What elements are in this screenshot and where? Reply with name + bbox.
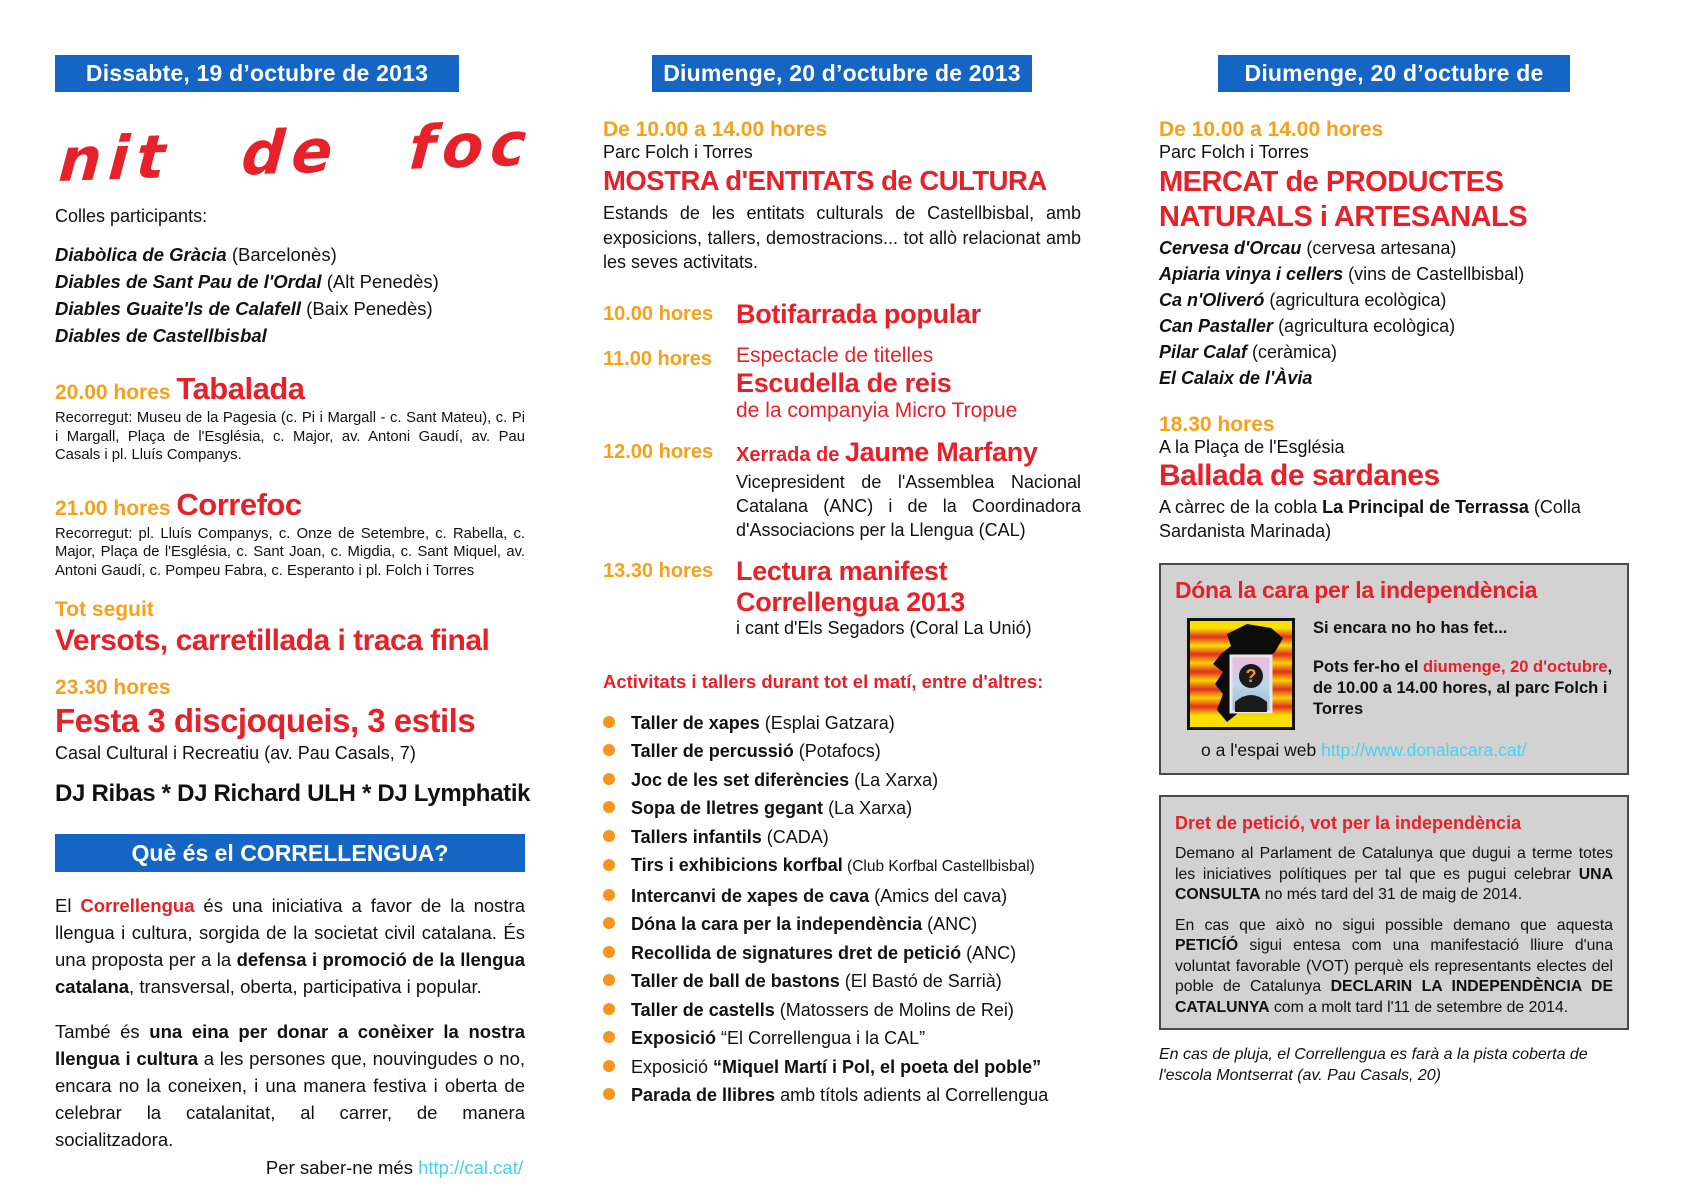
correfoc-heading	[55, 487, 525, 523]
speaker-name: Jaume Marfany	[844, 436, 1038, 467]
activities-title: Activitats i tallers durant tot el matí, entre d'altres:	[603, 670, 1044, 692]
schedule-time: 13.30 hores	[603, 559, 714, 582]
bullet-icon	[603, 1088, 615, 1100]
event-title: Escudella de reis	[736, 367, 952, 398]
vendor-item: Cervesa d'Orcau (cervesa artesana)	[1159, 238, 1457, 258]
schedule-time: 10.00 hores	[603, 302, 714, 325]
activities-list	[603, 709, 1081, 1110]
correllengua-paragraph-1: El Correllengua és una iniciativa a favor de la nostra llengua i cultura, sorgida de la societat civil catalana. És una proposta per a la defensa i promoció de la llengua catalana, transversal, oberta, participativa i popular.	[55, 895, 525, 997]
event-title	[736, 437, 1081, 468]
peticio-paragraph-2: En cas que això no sigui possible demano que aquesta PETICÍÓ sigui entesa com una manifestació lliure d'una voluntat favorable (VOT) perquè els representants electes del poble de Catalunya DECLARIN LA INDEPENDÈNCIA DE CATALUNYA com a molt tard l'11 de setembre de 2014.	[1175, 916, 1613, 1016]
dret-de-peticio-box	[1159, 795, 1629, 1030]
colla-item: Diables Guaite'ls de Calafell (Baix Penedès)	[55, 298, 433, 319]
activity-item	[603, 939, 1081, 968]
dret-de-peticio-title: Dret de petició, vot per la independència	[1175, 813, 1522, 833]
tabalada-heading	[55, 371, 525, 407]
activity-item	[603, 1053, 1081, 1082]
bullet-icon	[603, 716, 615, 728]
schedule-event	[736, 437, 1081, 556]
bullet-icon	[603, 974, 615, 986]
versots-title: Versots, carretillada i traca final	[55, 624, 490, 657]
bullet-icon	[603, 1031, 615, 1043]
schedule	[603, 299, 1081, 653]
activity-item	[603, 910, 1081, 939]
schedule-event	[736, 344, 1081, 437]
activity-text: Intercanvi de xapes de cava (Amics del cava)	[631, 885, 1008, 906]
xerrada-prefix: Xerrada de	[736, 443, 845, 466]
dj-lineup: DJ Ribas * DJ Richard ULH * DJ Lymphatik	[55, 780, 531, 807]
activity-item	[603, 996, 1081, 1025]
date-header-diumenge-2: Diumenge, 20 d’octubre de 2013	[1218, 55, 1570, 92]
colla-item: Diables de Sant Pau de l'Ordal (Alt Penedès)	[55, 271, 439, 292]
event-line: Espectacle de titelles	[736, 343, 934, 367]
mercat-hours: De 10.00 a 14.00 hores	[1159, 118, 1384, 141]
festa-title: Festa 3 discjoqueis, 3 estils	[55, 702, 476, 739]
mostra-title: MOSTRA d'ENTITATS de CULTURA	[603, 165, 1047, 196]
activity-text: Taller de percussió (Potafocs)	[631, 741, 881, 761]
schedule-time: 11.00 hores	[603, 347, 712, 370]
que-es-correllengua-header: Què és el CORRELLENGUA?	[55, 834, 525, 872]
date-header-dissabte: Dissabte, 19 d’octubre de 2013	[55, 55, 459, 92]
peticio-paragraph-1: Demano al Parlament de Catalunya que dugui a terme totes les iniciatives polítiques per tal que es pugui celebrar UNA CONSULTA no més tard del 31 de maig de 2014.	[1175, 845, 1613, 903]
nit-de-foc-logo: nit de foc	[56, 109, 536, 197]
event-subtitle: i cant d'Els Segadors (Coral La Unió)	[736, 617, 1032, 638]
activity-item	[603, 882, 1081, 911]
bullet-icon	[603, 917, 615, 929]
catalonia-flag-image	[1187, 618, 1295, 730]
column-diumenge-cultura	[603, 55, 1081, 1191]
activity-text: Dóna la cara per la independència (ANC)	[631, 914, 978, 934]
vendor-item: Apiaria vinya i cellers (vins de Castellbisbal)	[1159, 264, 1525, 284]
activity-text: Joc de les set diferències (La Xarxa)	[631, 769, 939, 790]
correllengua-paragraph-2: També és una eina per donar a conèixer la nostra llengua i cultura a les persones que, nouvingudes o no, encara no la coneixen, i una manera festiva i oberta de celebrar la catalanitat, al carrer, de manera socialitzadora.	[55, 1021, 525, 1150]
column-diumenge-mercat	[1159, 55, 1629, 1191]
bullet-icon	[603, 830, 615, 842]
speaker-description: Vicepresident de l'Assemblea Nacional Catalana (ANC) i de la Coordinadora d'Associacions per la Llengua (CAL)	[736, 471, 1081, 540]
tot-seguit-label: Tot seguit	[55, 598, 154, 621]
activity-item	[603, 1081, 1081, 1110]
mercat-title-line1: MERCAT de PRODUCTES	[1159, 166, 1504, 198]
dona-line-1: Si encara no ho has fet...	[1313, 619, 1508, 637]
mostra-hours: De 10.00 a 14.00 hores	[603, 118, 828, 141]
event-title: Correllengua 2013	[736, 586, 966, 617]
colles-list	[55, 241, 525, 349]
vendor-item: Can Pastaller (agricultura ecològica)	[1159, 316, 1456, 336]
dona-la-cara-title: Dóna la cara per la independència	[1175, 577, 1538, 603]
tabalada-route: Recorregut: Museu de la Pagesia (c. Pi i Margall - c. Sant Mateu), c. Pi i Margall, Plaça de l'Església, c. Major, av. Antoni Gaudí, av. Pau Casals i pl. Lluís Companys.	[55, 410, 525, 463]
activity-item	[603, 967, 1081, 996]
mostra-place: Parc Folch i Torres	[603, 142, 753, 162]
event-line: de la companyia Micro Tropue	[736, 398, 1018, 422]
schedule-event	[736, 556, 1081, 653]
mercat-section	[1159, 118, 1629, 391]
colles-label: Colles participants:	[55, 206, 208, 226]
dona-la-cara-content	[1175, 618, 1613, 730]
bullet-icon	[603, 859, 615, 871]
activity-text: Taller de ball de bastons (El Bastó de Sarrià)	[631, 971, 1002, 991]
bullet-icon	[603, 1060, 615, 1072]
schedule-time: 12.00 hores	[603, 440, 714, 463]
activity-text: Sopa de lletres gegant (La Xarxa)	[631, 798, 913, 818]
activity-text: Parada de llibres amb títols adients al Correllengua	[631, 1085, 1049, 1105]
mercat-title	[1159, 165, 1629, 235]
rain-footnote: En cas de pluja, el Correllengua es farà a la pista coberta de l'escola Montserrat (av. Pau Casals, 20)	[1159, 1046, 1588, 1084]
mostra-section	[603, 118, 1081, 275]
tabalada-time: 20.00 hores	[55, 381, 177, 404]
dona-la-cara-box	[1159, 563, 1629, 775]
festa-time: 23.30 hores	[55, 676, 171, 699]
bullet-icon	[603, 1003, 615, 1015]
vendor-item: Ca n'Oliveró (agricultura ecològica)	[1159, 290, 1447, 310]
activity-text: Taller de xapes (Esplai Gatzara)	[631, 712, 895, 733]
sardanes-time: 18.30 hores	[1159, 413, 1275, 436]
event-title: Botifarrada popular	[736, 298, 981, 329]
colla-item: Diables de Castellbisbal	[55, 325, 267, 346]
activity-text: Exposició “Miquel Martí i Pol, el poeta del poble”	[631, 1056, 1042, 1077]
donalacara-link-line[interactable]: o a l'espai web http://www.donalacara.cat/	[1201, 740, 1527, 760]
column-dissabte	[55, 55, 536, 1191]
bullet-icon	[603, 801, 615, 813]
activity-item	[603, 766, 1081, 795]
question-mark-icon: ?	[1245, 666, 1257, 686]
vendors-list	[1159, 235, 1629, 391]
cal-link-line[interactable]: Per saber-ne més http://cal.cat/	[265, 1157, 523, 1178]
sardanes-place: A la Plaça de l'Església	[1159, 437, 1345, 457]
activity-text: Exposició “El Correllengua i la CAL”	[631, 1028, 926, 1048]
dona-line-2: Pots fer-ho el diumenge, 20 d'octubre, de 10.00 a 14.00 hores, al parc Folch i Torres	[1313, 658, 1613, 718]
activity-item	[603, 709, 1081, 738]
sardanes-by: A càrrec de la cobla La Principal de Terrassa (Colla Sardanista Marinada)	[1159, 497, 1581, 541]
vendor-item: Pilar Calaf (ceràmica)	[1159, 342, 1338, 362]
activity-item	[603, 794, 1081, 823]
sardanes-title: Ballada de sardanes	[1159, 459, 1440, 492]
activity-item	[603, 851, 1081, 882]
dona-la-cara-text	[1313, 618, 1613, 730]
mercat-title-line2: NATURALS i ARTESANALS	[1159, 201, 1528, 233]
event-title: Lectura manifest	[736, 555, 948, 586]
mercat-place: Parc Folch i Torres	[1159, 142, 1309, 162]
activity-text: Taller de castells (Matossers de Molins de Rei)	[631, 999, 1014, 1020]
catalonia-map-silhouette	[1187, 618, 1295, 730]
mostra-description: Estands de les entitats culturals de Castellbisbal, amb exposicions, tallers, demostracions... tot allò relacionat amb les seves activitats.	[603, 203, 1081, 272]
activity-text: Tallers infantils (CADA)	[631, 826, 829, 847]
bullet-icon	[603, 946, 615, 958]
activity-text: Tirs i exhibicions korfbal (Club Korfbal Castellbisbal)	[631, 855, 1035, 875]
schedule-event	[736, 299, 1081, 344]
activity-text: Recollida de signatures dret de petició (ANC)	[631, 942, 1017, 963]
festa-location: Casal Cultural i Recreatiu (av. Pau Casals, 7)	[55, 743, 416, 763]
date-header-diumenge-1: Diumenge, 20 d’octubre de 2013	[652, 55, 1032, 92]
correfoc-title: Correfoc	[176, 486, 302, 522]
bullet-icon	[603, 744, 615, 756]
tabalada-title: Tabalada	[176, 371, 305, 406]
activity-item	[603, 1024, 1081, 1053]
colla-item: Diabòlica de Gràcia (Barcelonès)	[55, 244, 337, 265]
vendor-item: El Calaix de l'Àvia	[1159, 368, 1313, 388]
activity-item	[603, 737, 1081, 766]
bullet-icon	[603, 773, 615, 785]
correfoc-time: 21.00 hores	[55, 496, 177, 520]
activity-item	[603, 823, 1081, 852]
correfoc-route: Recorregut: pl. Lluís Companys, c. Onze de Setembre, c. Rabella, c. Major, Plaça de l'Església, c. Sant Joan, c. Migdia, c. Sant Miquel, av. Antoni Gaudí, c. Pompeu Fabra, c. Esperanto i pl. Folch i Torres	[55, 525, 525, 579]
bullet-icon	[603, 889, 615, 901]
